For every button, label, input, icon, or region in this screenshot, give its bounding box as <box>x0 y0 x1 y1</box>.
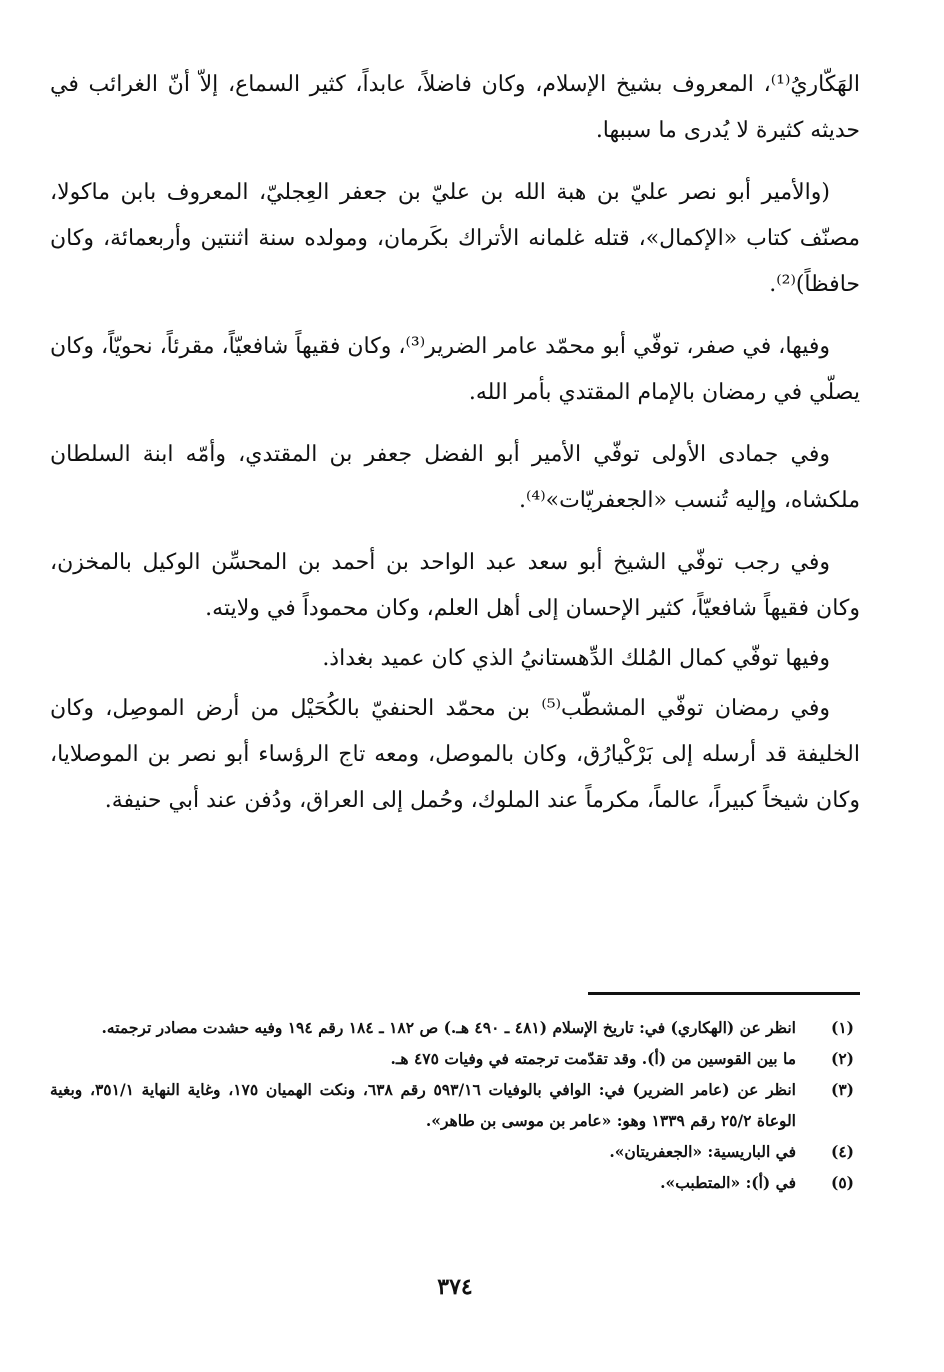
paragraph-ibn-makula: (والأمير أبو نصر عليّ بن هبة الله بن عليّ بن جعفر العِجليّ، المعروف بابن ماكولا، مصنّف كتاب «الإكمال»، قتله غلمانه الأتراك بكَرمان، ومولده سنة اثنتين وأربعمائة، وكان حافظاً)⁽²⁾. <box>50 180 860 297</box>
footnote-text: انظر عن (الهكاري) في: تاريخ الإسلام (٤٨١ ـ ٤٩٠ هـ.) ص ١٨٢ ـ ١٨٤ رقم ١٩٤ وفيه حشدت مصادر ترجمته. <box>101 1018 796 1037</box>
footnotes <box>50 1012 860 1198</box>
main-text <box>50 62 860 824</box>
paragraph-amir-al-darir: وفيها، في صفر، توفّي أبو محمّد عامر الضرير⁽³⁾، وكان فقيهاً شافعيّاً، مقرئاً، نحويّاً، وكان يصلّي في رمضان بالإمام المقتدي بأمر الله. <box>50 334 860 405</box>
footnote-number: (١) <box>830 1018 854 1037</box>
footnote-text: في (أ): «المتطبب». <box>660 1173 796 1192</box>
paragraph-hakkari: الهَكّاريُ⁽¹⁾، المعروف بشيخ الإسلام، وكان فاضلاً، عابداً، كثير السماع، إلاّ أنّ الغرائب في حديثه كثيرة لا يُدرى ما سببها. <box>50 72 860 143</box>
footnote-number: (٤) <box>830 1142 854 1161</box>
paragraph-jafar-al-muqtadi: وفي جمادى الأولى توفّي الأمير أبو الفضل جعفر بن المقتدي، وأمّه ابنة السلطان ملكشاه، وإليه تُنسب «الجعفريّات»⁽⁴⁾. <box>50 442 860 513</box>
footnote-text: انظر عن (عامر الضرير) في: الوافي بالوفيات ٥٩٣/١٦ رقم ٦٣٨، ونكت الهميان ١٧٥، وغاية النهاية ٣٥١/١، وبغية الوعاة ٢٥/٢ رقم ١٣٣٩ وهو: «عامر بن موسى بن طاهر». <box>50 1080 796 1130</box>
footnote-item <box>50 1167 860 1198</box>
footnote-divider <box>588 992 860 995</box>
footnote-number: (٣) <box>830 1080 854 1099</box>
footnote-number: (٢) <box>830 1049 854 1068</box>
footnote-text: ما بين القوسين من (أ). وقد تقدّمت ترجمته في وفيات ٤٧٥ هـ. <box>390 1049 796 1068</box>
book-page <box>50 62 860 1352</box>
paragraph-al-mushattab: وفي رمضان توفّي المشطّب⁽⁵⁾ بن محمّد الحنفيّ بالكُحَيْل من أرض الموصِل، وكان الخليفة قد أرسله إلى بَرْكْيارُق، وكان بالموصل، ومعه تاج الرؤساء أبو نصر بن الموصلايا، وكان شيخاً كبيراً، عالماً، مكرماً عند الملوك، وحُمل إلى العراق، ودُفن عند أبي حنيفة. <box>50 696 860 813</box>
footnote-text: في الباريسية: «الجعفريتان». <box>609 1142 796 1161</box>
footnote-item <box>50 1136 860 1167</box>
paragraph-abu-sad: وفي رجب توفّي الشيخ أبو سعد عبد الواحد بن أحمد بن المحسِّن الوكيل بالمخزن، وكان فقيهاً شافعيّاً، كثير الإحسان إلى أهل العلم، وكان محموداً في ولايته. <box>50 550 860 621</box>
footnote-item <box>50 1043 860 1074</box>
paragraph-kamal-al-mulk: وفيها توفّي كمال المُلك الدِّهستانيُ الذي كان عميد بغداذ. <box>322 646 830 671</box>
footnote-number: (٥) <box>830 1173 854 1192</box>
footnote-item <box>50 1012 860 1043</box>
footnote-item <box>50 1074 860 1136</box>
page-number: ٣٧٤ <box>437 1274 473 1300</box>
